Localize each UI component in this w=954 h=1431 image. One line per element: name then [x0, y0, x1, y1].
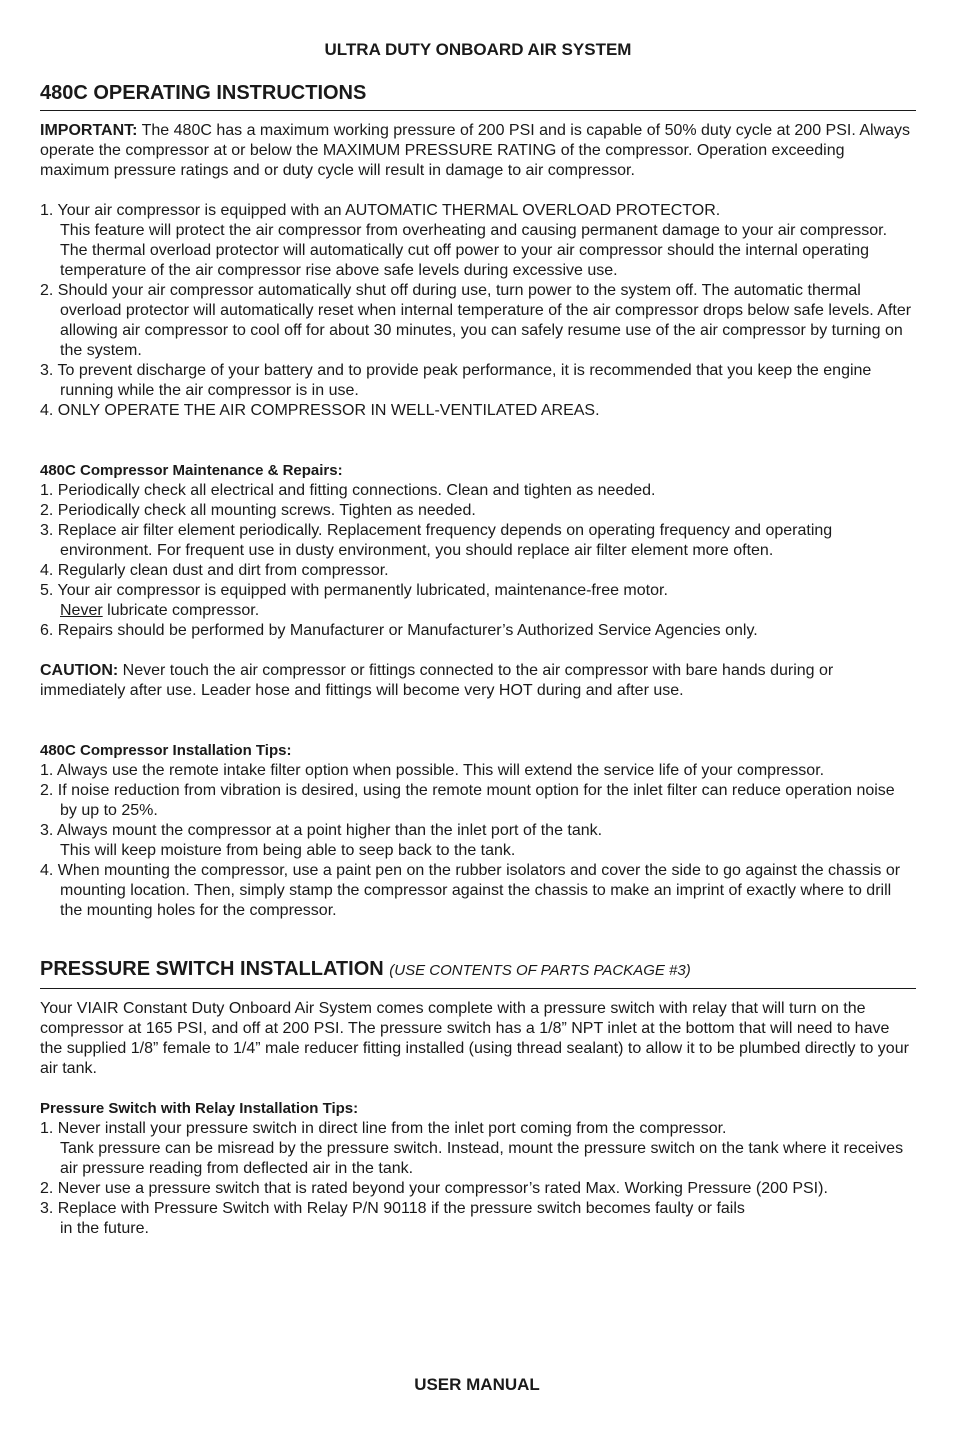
operating-list [40, 201, 916, 421]
maintenance-list [40, 481, 916, 641]
list-item: 4. ONLY OPERATE THE AIR COMPRESSOR IN WELL-VENTILATED AREAS. [40, 402, 600, 419]
list-item: 2. Periodically check all mounting screws. Tighten as needed. [40, 502, 476, 519]
caution-label: CAUTION: [40, 662, 119, 679]
list-item: 1. Never install your pressure switch in direct line from the inlet port coming from the compressor. Tank pressure can be misread by the pressure switch. Instead, mount the pressure switch on the tank where it receives air pressure reading from deflected air in the tank. [40, 1120, 904, 1177]
maintenance-heading: 480C Compressor Maintenance & Repairs: [40, 462, 343, 479]
document-footer: USER MANUAL [414, 1375, 540, 1394]
important-paragraph [40, 121, 916, 181]
pressure-switch-intro: Your VIAIR Constant Duty Onboard Air System comes complete with a pressure switch with relay that will turn on the compressor at 165 PSI, and off at 200 PSI. The pressure switch has a 1/8” NPT inlet at the bottom that will need to have the supplied 1/8” female to 1/4” male reducer fitting installed (using thread sealant) to allow it to be plumbed directly to your air tank. [40, 1000, 909, 1077]
list-item: 2. Should your air compressor automatically shut off during use, turn power to the system off. The automatic thermal overload protector will automatically reset when internal temperature of the air compressor drops below safe levels. After allowing air compressor to cool off for about 30 minutes, you can safely resume use of the air compressor by turning on the system. [40, 282, 912, 359]
important-label: IMPORTANT: [40, 122, 138, 139]
list-item: 3. Replace with Pressure Switch with Relay P/N 90118 if the pressure switch becomes faulty or fails in the future. [40, 1200, 745, 1237]
list-item: 3. Always mount the compressor at a point higher than the inlet port of the tank. This will keep moisture from being able to seep back to the tank. [40, 822, 603, 859]
installation-list [40, 761, 916, 921]
section-divider [40, 988, 916, 989]
list-item: 3. To prevent discharge of your battery and to provide peak performance, it is recommended that you keep the engine running while the air compressor is in use. [40, 362, 872, 399]
pressure-switch-tips-heading: Pressure Switch with Relay Installation Tips: [40, 1100, 359, 1117]
list-item: 1. Your air compressor is equipped with an AUTOMATIC THERMAL OVERLOAD PROTECTOR. This feature will protect the air compressor from overheating and causing permanent damage to your air compressor. The thermal overload protector will automatically cut off power to your air compressor should the internal operating temperature of the air compressor rise above safe levels during excessive use. [40, 202, 888, 279]
section-divider [40, 110, 916, 111]
list-item: 2. Never use a pressure switch that is rated beyond your compressor’s rated Max. Working Pressure (200 PSI). [40, 1180, 828, 1197]
list-item: 4. When mounting the compressor, use a paint pen on the rubber isolators and cover the side to go against the chassis or mounting location. Then, simply stamp the compressor against the chassis to make an imprint of exactly where to drill the mounting holes for the compressor. [40, 862, 901, 919]
list-item: 1. Periodically check all electrical and fitting connections. Clean and tighten as needed. [40, 482, 656, 499]
pressure-switch-heading: PRESSURE SWITCH INSTALLATION (USE CONTENTS OF PARTS PACKAGE #3) [40, 958, 691, 980]
manual-page [40, 40, 916, 1239]
caution-paragraph [40, 661, 916, 701]
list-item: 2. If noise reduction from vibration is desired, using the remote mount option for the inlet filter can reduce operation noise by up to 25%. [40, 782, 895, 819]
pressure-switch-list [40, 1119, 916, 1239]
list-item: 4. Regularly clean dust and dirt from compressor. [40, 562, 389, 579]
list-item: 3. Replace air filter element periodically. Replacement frequency depends on operating frequency and operating environment. For frequent use in dusty environment, you should replace air filter element more often. [40, 522, 833, 559]
installation-heading: 480C Compressor Installation Tips: [40, 742, 292, 759]
caution-text: Never touch the air compressor or fittings connected to the air compressor with bare hands during or immediately after use. Leader hose and fittings will become very HOT during and after use. [40, 662, 834, 699]
list-item: 6. Repairs should be performed by Manufacturer or Manufacturer’s Authorized Service Agencies only. [40, 622, 758, 639]
pressure-switch-subtitle: (USE CONTENTS OF PARTS PACKAGE #3) [389, 962, 691, 979]
list-item: 5. Your air compressor is equipped with permanently lubricated, maintenance-free motor. Never lubricate compressor. [40, 582, 668, 619]
important-text: The 480C has a maximum working pressure of 200 PSI and is capable of 50% duty cycle at 200 PSI. Always operate the compressor at or below the MAXIMUM PRESSURE RATING of the compressor. Operation exceeding maximum pressure ratings and or duty cycle will result in damage to air compressor. [40, 122, 911, 179]
never-underlined: Never [60, 602, 103, 619]
list-item: 1. Always use the remote intake filter option when possible. This will extend the service life of your compressor. [40, 762, 825, 779]
document-header: ULTRA DUTY ONBOARD AIR SYSTEM [324, 40, 632, 59]
operating-instructions-heading: 480C OPERATING INSTRUCTIONS [40, 82, 367, 104]
